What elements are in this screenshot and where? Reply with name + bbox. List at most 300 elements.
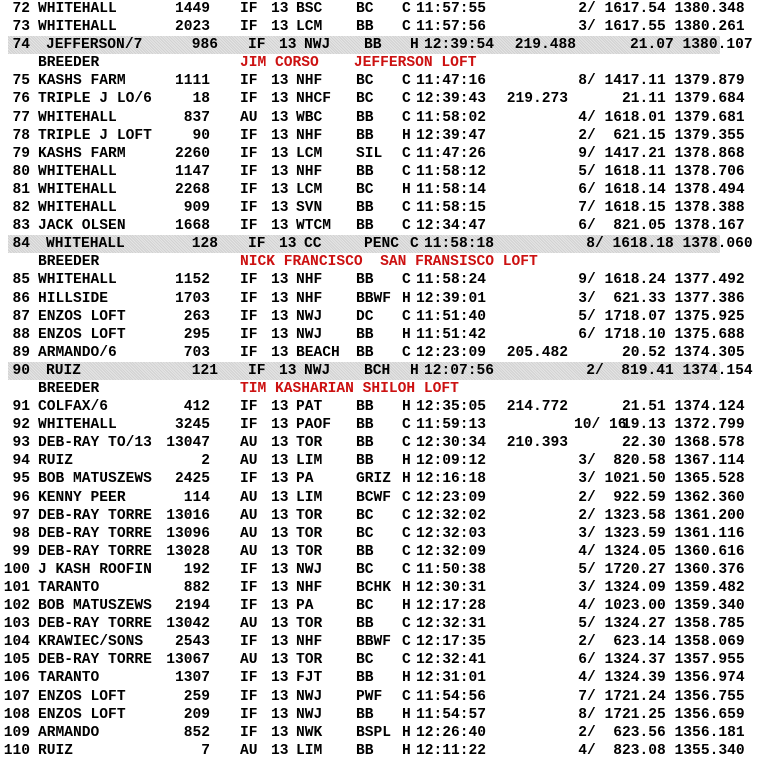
band-year: 13 — [271, 471, 289, 488]
result-row — [0, 633, 768, 651]
bird-sex: C — [402, 561, 411, 578]
arrival-time: 11:58:15 — [416, 200, 487, 217]
club-code: PA — [296, 471, 314, 488]
bird-color: BC — [356, 598, 374, 615]
band-number: 13042 — [166, 616, 210, 633]
bird-color: PWF — [356, 688, 383, 705]
position-number: 97 — [12, 507, 30, 524]
speed-ypm: 22.30 1368.578 — [622, 435, 745, 452]
highlighted-result-row — [8, 362, 753, 380]
band-number: 3245 — [174, 417, 210, 434]
band-number: 1307 — [174, 670, 210, 687]
bird-sex: C — [402, 109, 411, 126]
band-year: 13 — [279, 37, 297, 54]
arrival-time: 11:57:55 — [416, 1, 487, 17]
result-row — [0, 127, 768, 145]
position-number: 82 — [12, 200, 30, 217]
band-country: IF — [240, 634, 258, 651]
loft-name: ENZOS LOFT — [38, 326, 126, 343]
section-placing: 7/ 17 — [578, 688, 622, 705]
arrival-time: 12:26:40 — [416, 724, 487, 741]
section-placing: 2/ 6 — [578, 634, 622, 651]
club-code: NWK — [296, 724, 323, 741]
band-number: 412 — [183, 399, 210, 416]
distance-miles: 219.273 — [506, 91, 568, 108]
band-country: IF — [240, 181, 258, 198]
club-code: PA — [296, 598, 314, 615]
club-code: NWJ — [296, 326, 323, 343]
bird-color: BB — [356, 200, 374, 217]
position-number: 93 — [12, 435, 30, 452]
band-year: 13 — [271, 344, 289, 361]
section-placing: 3/ 16 — [578, 19, 622, 36]
arrival-time: 12:23:09 — [416, 489, 487, 506]
loft-name: DEB-RAY TO/13 — [38, 435, 152, 452]
speed-ypm: 18.10 1375.688 — [622, 326, 745, 343]
bird-color: BB — [356, 344, 374, 361]
band-number: 1449 — [174, 1, 210, 17]
loft-name: JEFFERSON/7 — [46, 37, 143, 54]
loft-name: WHITEHALL — [38, 109, 117, 126]
breeder-name: JIM CORSO JEFFERSON LOFT — [240, 55, 477, 72]
bird-sex: C — [402, 435, 411, 452]
speed-ypm: 17.11 1379.879 — [622, 73, 745, 90]
result-row — [0, 199, 768, 217]
section-placing: 9/ 14 — [578, 145, 622, 162]
band-number: 209 — [183, 706, 210, 723]
band-country: IF — [240, 1, 258, 17]
bird-sex: H — [402, 453, 411, 470]
result-row — [0, 18, 768, 36]
club-code: PAT — [296, 399, 323, 416]
position-number: 92 — [12, 417, 30, 434]
distance-miles: 205.482 — [506, 344, 568, 361]
arrival-time: 12:39:01 — [416, 290, 487, 307]
band-year: 13 — [271, 670, 289, 687]
position-number: 85 — [12, 272, 30, 289]
position-number: 107 — [3, 688, 30, 705]
section-placing: 4/ 13 — [578, 543, 622, 560]
band-number: 13028 — [166, 543, 210, 560]
section-placing: 2/ 8 — [586, 362, 630, 379]
band-year: 13 — [271, 598, 289, 615]
speed-ypm: 21.51 1374.124 — [622, 399, 745, 416]
section-placing: 5/ 17 — [578, 561, 622, 578]
band-year: 13 — [271, 616, 289, 633]
speed-ypm: 21.11 1379.684 — [622, 91, 745, 108]
section-placing: 2/ 6 — [578, 724, 622, 741]
breeder-name: NICK FRANCISCO SAN FRANSISCO LOFT — [240, 254, 538, 271]
loft-name: BOB MATUSZEWS — [38, 471, 152, 488]
club-code: WBC — [296, 109, 323, 126]
arrival-time: 12:30:31 — [416, 580, 487, 596]
band-country: IF — [240, 218, 258, 235]
bird-sex: C — [402, 525, 411, 542]
band-number: 2260 — [174, 145, 210, 162]
band-year: 13 — [271, 145, 289, 162]
position-number: 100 — [3, 561, 30, 578]
arrival-time: 12:09:12 — [416, 453, 487, 470]
club-code: NHF — [296, 290, 323, 307]
result-row — [0, 163, 768, 181]
band-country: IF — [240, 19, 258, 36]
bird-sex: C — [402, 688, 411, 705]
result-row — [0, 217, 768, 235]
band-number: 1703 — [174, 290, 210, 307]
speed-ypm: 22.59 1362.360 — [622, 489, 745, 506]
loft-name: ARMANDO — [38, 724, 100, 741]
result-row — [0, 597, 768, 615]
section-placing: 2/ 9 — [578, 489, 622, 506]
position-number: 96 — [12, 489, 30, 506]
club-code: TOR — [296, 507, 323, 524]
section-placing: 8/ 14 — [578, 73, 622, 90]
speed-ypm: 20.58 1367.114 — [622, 453, 745, 470]
band-country: AU — [240, 507, 258, 524]
loft-name: RUIZ — [38, 742, 74, 759]
band-number: 2268 — [174, 181, 210, 198]
band-year: 13 — [271, 163, 289, 180]
speed-ypm: 18.15 1378.388 — [622, 200, 745, 217]
result-row — [0, 724, 768, 742]
result-row — [0, 706, 768, 724]
result-row — [0, 145, 768, 163]
bird-color: BBWF — [356, 290, 392, 307]
loft-name: JACK OLSEN — [38, 218, 126, 235]
band-country: IF — [240, 706, 258, 723]
section-placing: 3/ 6 — [578, 290, 622, 307]
result-row — [0, 290, 768, 308]
bird-color: BB — [356, 543, 374, 560]
bird-color: BB — [356, 706, 374, 723]
position-number: 87 — [12, 308, 30, 325]
result-row — [0, 651, 768, 669]
band-country: AU — [240, 742, 258, 759]
arrival-time: 11:47:16 — [416, 73, 487, 90]
loft-name: DEB-RAY TORRE — [38, 507, 152, 524]
bird-color: BC — [356, 525, 374, 542]
bird-color: BB — [356, 272, 374, 289]
bird-sex: C — [402, 73, 411, 90]
bird-color: BB — [356, 19, 374, 36]
speed-ypm: 21.33 1377.386 — [622, 290, 745, 307]
bird-sex: C — [402, 200, 411, 217]
bird-sex: C — [402, 1, 411, 17]
club-code: SVN — [296, 200, 323, 217]
arrival-time: 11:58:18 — [424, 236, 495, 253]
band-number: 13047 — [166, 435, 210, 452]
bird-sex: H — [402, 326, 411, 343]
speed-ypm: 18.01 1379.681 — [622, 109, 745, 126]
band-country: IF — [240, 308, 258, 325]
arrival-time: 12:32:03 — [416, 525, 487, 542]
bird-color: BC — [356, 1, 374, 17]
club-code: NHF — [296, 163, 323, 180]
bird-sex: H — [402, 290, 411, 307]
band-number: 2 — [201, 453, 210, 470]
band-number: 259 — [183, 688, 210, 705]
loft-name: ARMANDO/6 — [38, 344, 117, 361]
club-code: TOR — [296, 616, 323, 633]
band-year: 13 — [271, 127, 289, 144]
speed-ypm: 23.00 1359.340 — [622, 598, 745, 615]
result-row — [0, 109, 768, 127]
distance-miles: 214.772 — [506, 399, 568, 416]
speed-ypm: 24.27 1358.785 — [622, 616, 745, 633]
band-country: IF — [240, 91, 258, 108]
band-country: IF — [240, 399, 258, 416]
result-row — [0, 326, 768, 344]
bird-sex: H — [402, 580, 411, 596]
position-number: 78 — [12, 127, 30, 144]
bird-color: BC — [356, 507, 374, 524]
band-number: 986 — [191, 37, 218, 54]
speed-ypm: 21.15 1379.355 — [622, 127, 745, 144]
bird-color: BB — [356, 616, 374, 633]
band-number: 2425 — [174, 471, 210, 488]
bird-color: BB — [364, 37, 382, 54]
position-number: 86 — [12, 290, 30, 307]
band-number: 18 — [192, 91, 210, 108]
position-number: 106 — [3, 670, 30, 687]
bird-sex: C — [402, 507, 411, 524]
band-number: 909 — [183, 200, 210, 217]
bird-sex: H — [402, 706, 411, 723]
bird-color: BB — [356, 742, 374, 759]
bird-sex: C — [402, 272, 411, 289]
band-year: 13 — [271, 73, 289, 90]
band-year: 13 — [271, 543, 289, 560]
band-country: IF — [240, 670, 258, 687]
bird-color: BC — [356, 91, 374, 108]
loft-name: WHITEHALL — [38, 181, 117, 198]
bird-color: DC — [356, 308, 374, 325]
result-row — [0, 181, 768, 199]
club-code: CC — [304, 236, 322, 253]
band-number: 1111 — [174, 73, 210, 90]
band-country: IF — [240, 724, 258, 741]
bird-color: BSPL — [356, 724, 392, 741]
bird-sex: H — [410, 37, 419, 54]
arrival-time: 12:32:31 — [416, 616, 487, 633]
result-row — [0, 561, 768, 579]
club-code: LIM — [296, 453, 323, 470]
result-row — [0, 271, 768, 289]
band-year: 13 — [271, 724, 289, 741]
result-row — [0, 90, 768, 108]
band-year: 13 — [271, 435, 289, 452]
position-number: 75 — [12, 73, 30, 90]
bird-sex: C — [402, 218, 411, 235]
position-number: 79 — [12, 145, 30, 162]
club-code: FJT — [296, 670, 323, 687]
section-placing: 6/ 17 — [578, 326, 622, 343]
arrival-time: 12:34:47 — [416, 218, 487, 235]
speed-ypm: 17.21 1378.868 — [622, 145, 745, 162]
loft-name: RUIZ — [46, 362, 82, 379]
position-number: 91 — [12, 399, 30, 416]
position-number: 83 — [12, 218, 30, 235]
speed-ypm: 17.55 1380.261 — [622, 19, 745, 36]
loft-name: DEB-RAY TORRE — [38, 543, 152, 560]
band-country: IF — [240, 272, 258, 289]
arrival-time: 12:07:56 — [424, 362, 495, 379]
bird-sex: H — [402, 742, 411, 759]
band-country: AU — [240, 453, 258, 470]
band-country: IF — [240, 73, 258, 90]
speed-ypm: 18.07 1375.925 — [622, 308, 745, 325]
band-number: 13096 — [166, 525, 210, 542]
result-row — [0, 543, 768, 561]
band-number: 13067 — [166, 652, 210, 669]
band-country: IF — [240, 145, 258, 162]
speed-ypm: 21.05 1378.167 — [622, 218, 745, 235]
bird-color: PENC — [364, 236, 400, 253]
bird-color: BB — [356, 127, 374, 144]
band-year: 13 — [271, 200, 289, 217]
position-number: 74 — [12, 37, 30, 54]
position-number: 77 — [12, 109, 30, 126]
band-number: 114 — [183, 489, 210, 506]
loft-name: WHITEHALL — [38, 200, 117, 217]
result-row — [0, 434, 768, 452]
band-country: AU — [240, 109, 258, 126]
bird-color: GRIZ — [356, 471, 392, 488]
band-year: 13 — [271, 580, 289, 596]
result-row — [0, 507, 768, 525]
bird-color: BC — [356, 73, 374, 90]
arrival-time: 12:39:43 — [416, 91, 487, 108]
loft-name: RUIZ — [38, 453, 74, 470]
position-number: 80 — [12, 163, 30, 180]
arrival-time: 11:59:13 — [416, 417, 487, 434]
band-year: 13 — [271, 91, 289, 108]
loft-name: HILLSIDE — [38, 290, 109, 307]
bird-color: SIL — [356, 145, 383, 162]
band-year: 13 — [271, 308, 289, 325]
result-row — [0, 344, 768, 362]
bird-color: BC — [356, 652, 374, 669]
band-number: 192 — [183, 561, 210, 578]
bird-color: BB — [356, 453, 374, 470]
section-placing: 3/ 10 — [578, 471, 622, 488]
result-row — [0, 452, 768, 470]
band-year: 13 — [279, 236, 297, 253]
section-placing: 8/ 17 — [578, 706, 622, 723]
section-placing: 6/ 8 — [578, 218, 622, 235]
band-year: 13 — [271, 399, 289, 416]
result-row — [0, 688, 768, 706]
breeder-label: BREEDER — [38, 55, 100, 72]
band-number: 128 — [191, 236, 218, 253]
bird-color: BBWF — [356, 634, 392, 651]
band-year: 13 — [271, 109, 289, 126]
arrival-time: 11:58:14 — [416, 181, 487, 198]
section-placing: 5/ 16 — [578, 163, 622, 180]
band-country: IF — [240, 688, 258, 705]
club-code: NWJ — [304, 37, 331, 54]
bird-sex: C — [402, 616, 411, 633]
bird-sex: C — [402, 91, 411, 108]
position-number: 105 — [3, 652, 30, 669]
section-placing: 10/ 16 — [574, 417, 627, 434]
band-country: AU — [240, 435, 258, 452]
arrival-time: 11:58:24 — [416, 272, 487, 289]
speed-ypm: 23.08 1355.340 — [622, 742, 745, 759]
club-code: LCM — [296, 181, 323, 198]
band-year: 13 — [271, 218, 289, 235]
band-year: 13 — [271, 652, 289, 669]
band-year: 13 — [271, 181, 289, 198]
breeder-row — [0, 380, 768, 398]
band-year: 13 — [271, 634, 289, 651]
band-country: IF — [248, 236, 266, 253]
section-placing: 9/ 16 — [578, 272, 622, 289]
breeder-label: BREEDER — [38, 254, 100, 271]
bird-sex: C — [410, 236, 419, 253]
band-year: 13 — [271, 706, 289, 723]
result-row — [0, 308, 768, 326]
club-code: BSC — [296, 1, 323, 17]
result-row — [0, 470, 768, 488]
band-year: 13 — [271, 742, 289, 759]
loft-name: WHITEHALL — [38, 19, 117, 36]
bird-sex: H — [402, 670, 411, 687]
club-code: LIM — [296, 742, 323, 759]
loft-name: KASHS FARM — [38, 73, 126, 90]
band-number: 852 — [183, 724, 210, 741]
band-year: 13 — [271, 489, 289, 506]
club-code: NHF — [296, 634, 323, 651]
club-code: TOR — [296, 525, 323, 542]
loft-name: WHITEHALL — [46, 236, 125, 253]
speed-ypm: 20.27 1360.376 — [622, 561, 745, 578]
breeder-label: BREEDER — [38, 380, 100, 397]
loft-name: DEB-RAY TORRE — [38, 616, 152, 633]
band-country: IF — [240, 417, 258, 434]
speed-ypm: 17.54 1380.348 — [622, 1, 745, 17]
section-placing: 6/ 16 — [578, 181, 622, 198]
club-code: NHF — [296, 580, 323, 596]
arrival-time: 12:31:01 — [416, 670, 487, 687]
section-placing: 2/ 16 — [578, 1, 622, 17]
band-year: 13 — [271, 561, 289, 578]
loft-name: J KASH ROOFIN — [38, 561, 152, 578]
band-year: 13 — [271, 417, 289, 434]
club-code: WTCM — [296, 218, 332, 235]
arrival-time: 11:47:26 — [416, 145, 487, 162]
speed-ypm: 18.24 1377.492 — [622, 272, 745, 289]
speed-ypm: 24.37 1357.955 — [622, 652, 745, 669]
arrival-time: 12:32:02 — [416, 507, 487, 524]
arrival-time: 11:58:12 — [416, 163, 487, 180]
position-number: 99 — [12, 543, 30, 560]
arrival-time: 12:35:05 — [416, 399, 487, 416]
bird-sex: C — [402, 163, 411, 180]
section-placing: 2/ 6 — [578, 127, 622, 144]
arrival-time: 12:30:34 — [416, 435, 487, 452]
club-code: NHF — [296, 73, 323, 90]
bird-color: BB — [356, 218, 374, 235]
highlighted-result-row — [8, 235, 753, 253]
loft-name: DEB-RAY TORRE — [38, 525, 152, 542]
speed-ypm: 24.05 1360.616 — [622, 543, 745, 560]
arrival-time: 12:17:35 — [416, 634, 487, 651]
result-row — [0, 0, 768, 18]
position-number: 95 — [12, 471, 30, 488]
loft-name: ENZOS LOFT — [38, 308, 126, 325]
band-country: AU — [240, 525, 258, 542]
